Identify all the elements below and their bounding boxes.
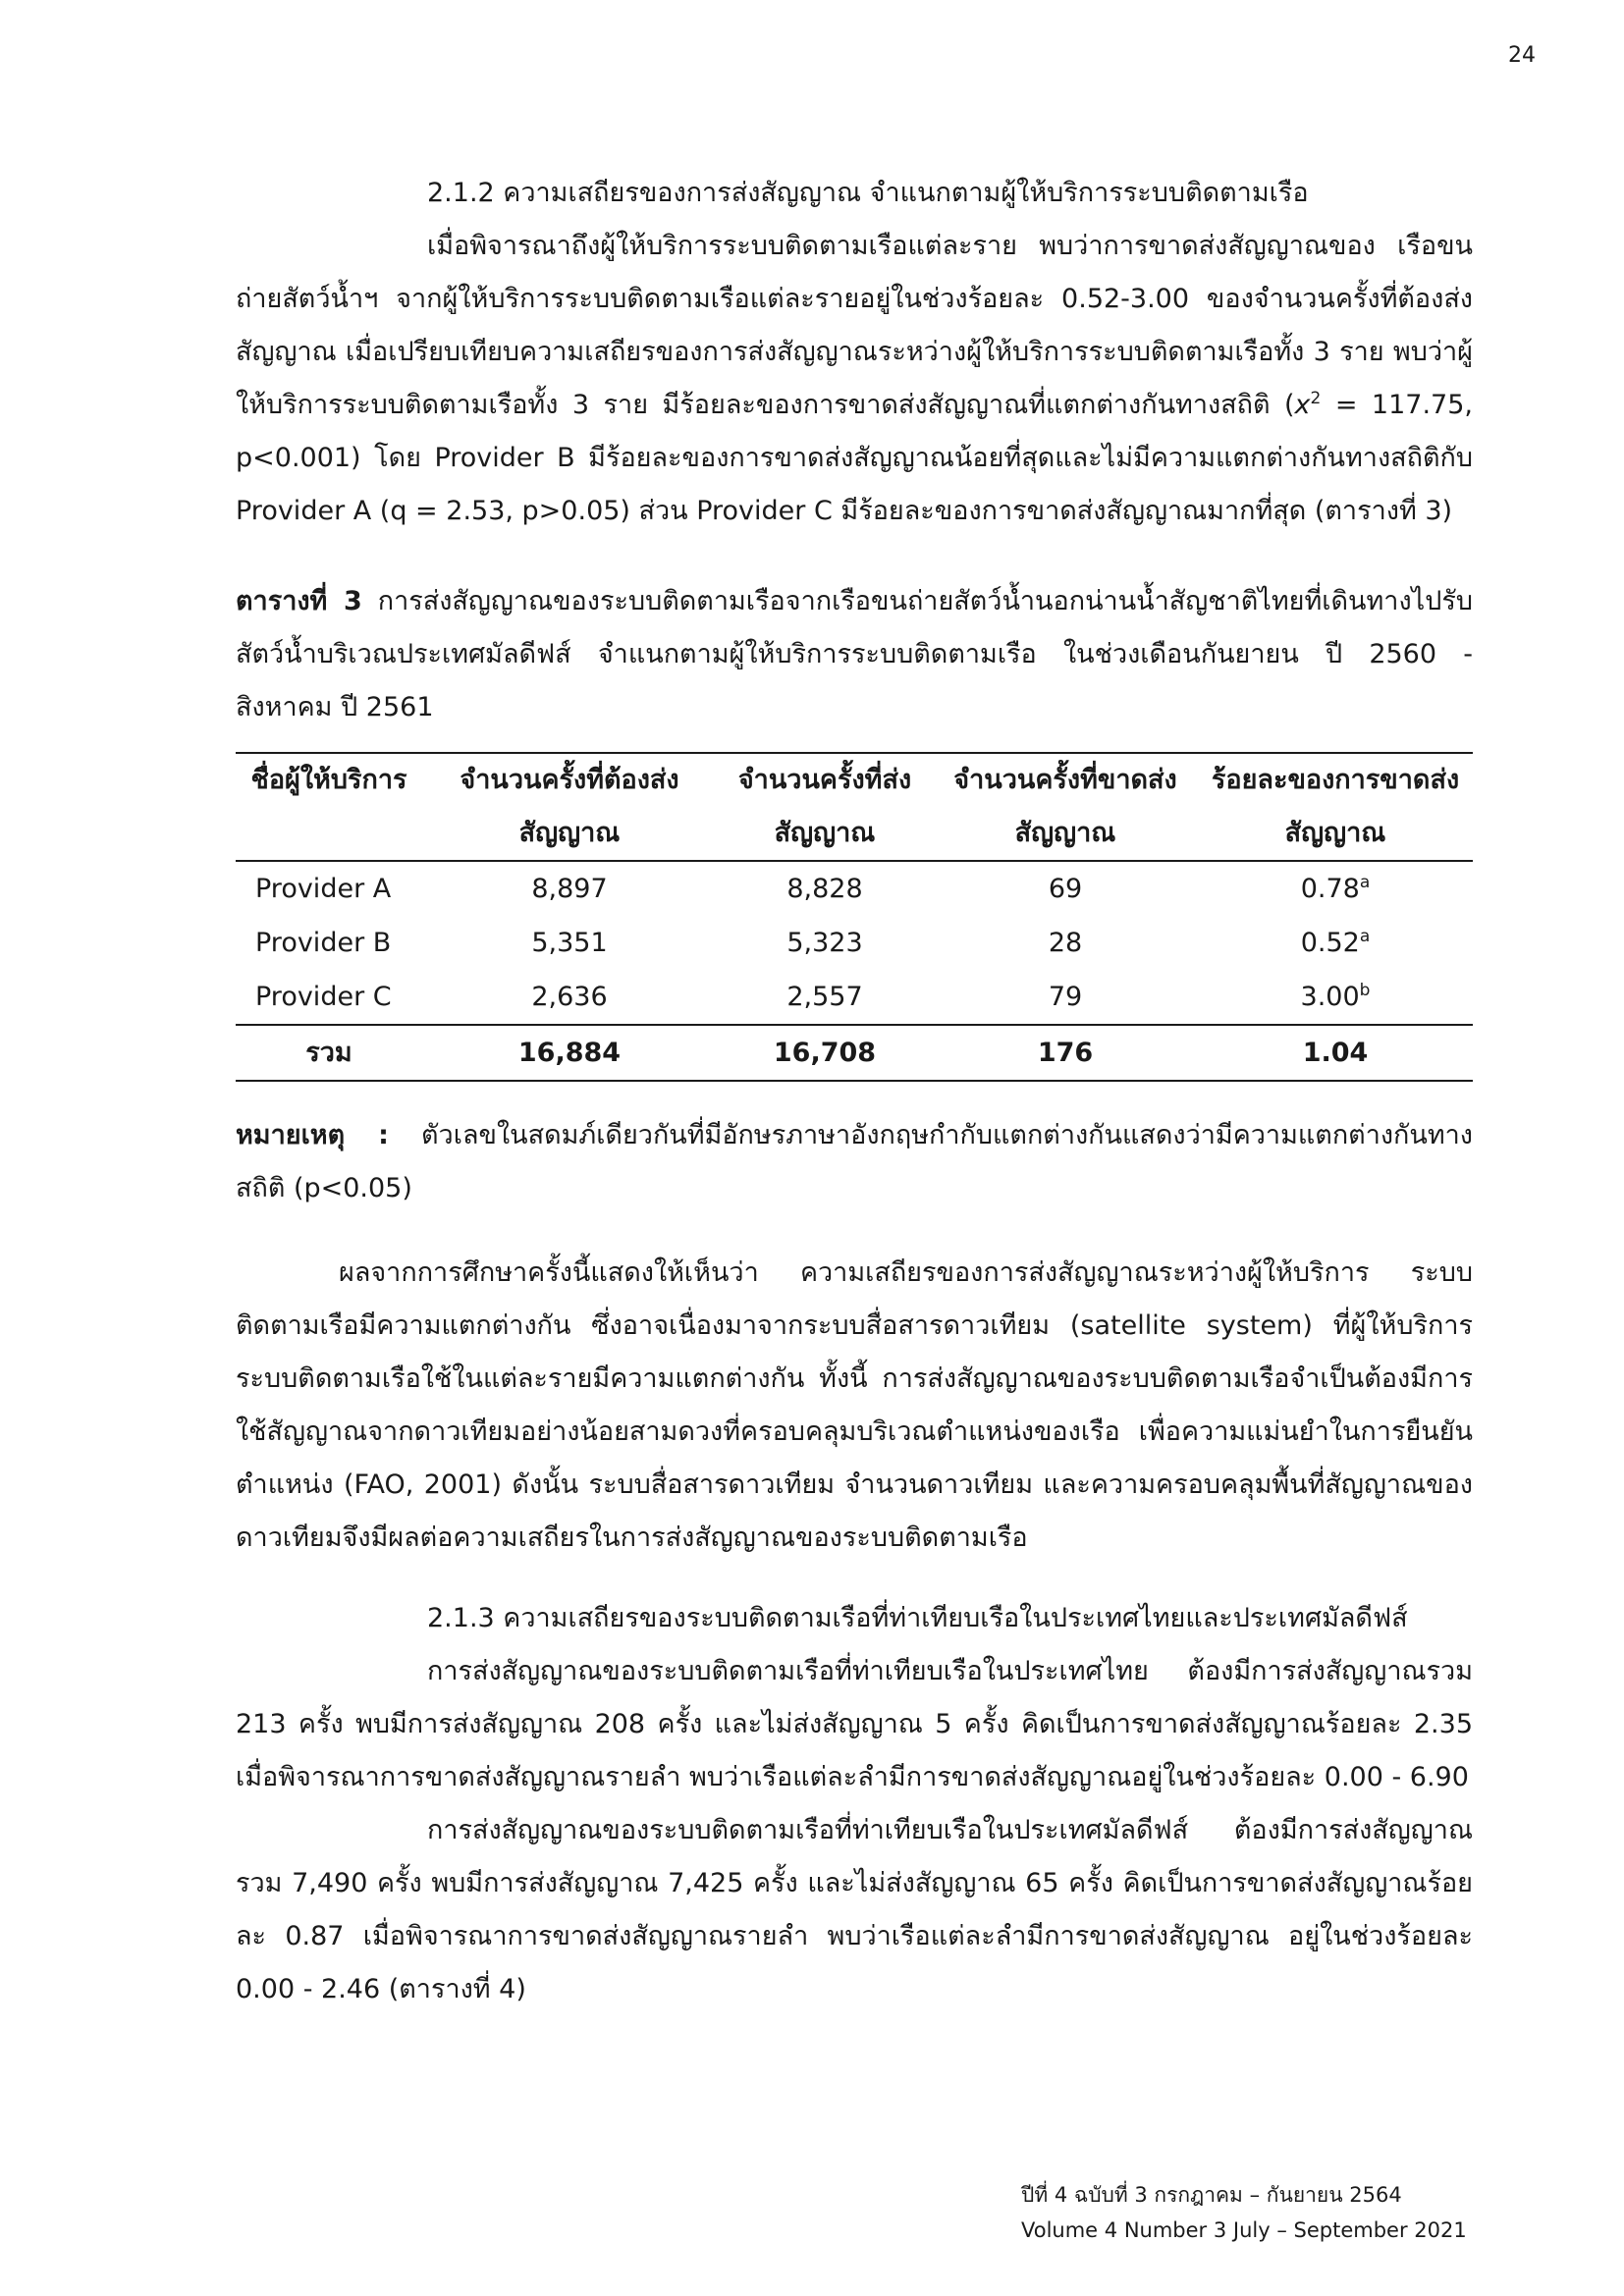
header-sent: จำนวนครั้งที่ส่ง [717, 753, 933, 807]
provider-name: Provider C [255, 982, 392, 1012]
section-213-paragraph-1: การส่งสัญญาณของระบบติดตามเรือที่ท่าเทียบเรือในประเทศไทย ต้องมีการส่งสัญญาณรวม 213 ครั้ง พบมีการส่งสัญญาณ 208 ครั้ง และไม่ส่งสัญญาณ 5 ครั้ง คิดเป็นการขาดส่งสัญญาณร้อยละ 2.35 เมื่อพิจารณาการขาดส่งสัญญาณรายลำ พบว่าเรือแต่ละลำมีการขาดส่งสัญญาณอยู่ในช่วงร้อยละ 0.00 - 6.90 [236, 1656, 1473, 1792]
table-3-note [236, 1109, 1473, 1215]
header-missed: จำนวนครั้งที่ขาดส่ง [933, 753, 1198, 807]
missed-count: 28 [1048, 928, 1083, 958]
result-paragraph: ผลจากการศึกษาครั้งนี้แสดงให้เห็นว่า ความเสถียรของการส่งสัญญาณระหว่างผู้ให้บริการ ระบบติดตามเรือมีความแตกต่างกัน ซึ่งอาจเนื่องมาจากระบบสื่อสารดาวเทียม (satellite system) ที่ผู้ให้บริการระบบติดตามเรือใช้ในแต่ละรายมีความแตกต่างกัน ทั้งนี้ การส่งสัญญาณของระบบติดตามเรือจำเป็นต้องมีการใช้สัญญาณจากดาวเทียมอย่างน้อยสามดวงที่ครอบคลุมบริเวณตำแหน่งของเรือ เพื่อความแม่นยำในการยืนยันตำแหน่ง (FAO, 2001) ดังนั้น ระบบสื่อสารดาวเทียม จำนวนดาวเทียม และความครอบคลุมพื้นที่สัญญาณของดาวเทียมจึงมีผลต่อความเสถียรในการส่งสัญญาณของระบบติดตามเรือ [236, 1257, 1473, 1553]
page-number: 24 [1508, 43, 1536, 68]
significance-letter: a [1359, 927, 1371, 946]
table-row [236, 970, 1473, 1025]
header-sent-line2: สัญญาณ [717, 807, 933, 861]
missed-percent-cell [1198, 861, 1473, 916]
journal-footer [1021, 2177, 1473, 2248]
table-3-caption [236, 575, 1473, 734]
missed-count: 69 [1048, 874, 1083, 904]
section-212-text-cont: = 117.75, p<0.001) โดย Provider B มีร้อยละของการขาดส่งสัญญาณน้อยที่สุดและไม่มีความแตกต่างกันทางสถิติกับ Provider A (q = 2.53, p>0.05) ส่วน Provider C มีร้อยละของการขาดส่งสัญญาณมากที่สุด (ตารางที่ 3) [236, 390, 1473, 526]
table-3 [236, 752, 1473, 1082]
section-212-heading: 2.1.2 ความเสถียรของการส่งสัญญาณ จำแนกตามผู้ให้บริการระบบติดตามเรือ [427, 178, 1309, 208]
missed-percent: 0.52 [1300, 928, 1360, 958]
total-label: รวม [236, 1025, 422, 1081]
total-missed: 176 [933, 1025, 1198, 1081]
table-header-row-1 [236, 753, 1473, 807]
header-required: จำนวนครั้งที่ต้องส่ง [422, 753, 717, 807]
sent-count: 2,557 [786, 982, 863, 1012]
header-missed-line2: สัญญาณ [933, 807, 1198, 861]
missed-percent-cell [1198, 916, 1473, 970]
required-count: 5,351 [531, 928, 608, 958]
header-provider: ชื่อผู้ให้บริการ [236, 753, 422, 807]
total-required: 16,884 [422, 1025, 717, 1081]
section-212-text: เมื่อพิจารณาถึงผู้ให้บริการระบบติดตามเรือแต่ละราย พบว่าการขาดส่งสัญญาณของ เรือขนถ่ายสัตว์น้ำฯ จากผู้ให้บริการระบบติดตามเรือแต่ละรายอยู่ในช่วงร้อยละ 0.52-3.00 ของจำนวนครั้งที่ต้องส่งสัญญาณ เมื่อเปรียบเทียบความเสถียรของการส่งสัญญาณระหว่างผู้ให้บริการระบบติดตามเรือทั้ง 3 ราย พบว่าผู้ให้บริการระบบติดตามเรือทั้ง 3 ราย มีร้อยละของการขาดส่งสัญญาณที่แตกต่างกันทางสถิติ ( [236, 231, 1473, 420]
chi-square-symbol: x [1294, 390, 1311, 420]
header-percent: ร้อยละของการขาดส่ง [1198, 753, 1473, 807]
sent-count: 5,323 [786, 928, 863, 958]
required-count: 2,636 [531, 982, 608, 1012]
significance-letter: a [1359, 873, 1371, 892]
page-content [236, 167, 1473, 2016]
provider-name: Provider A [255, 874, 392, 904]
missed-percent: 0.78 [1300, 874, 1360, 904]
section-212-paragraph [236, 220, 1473, 538]
total-percent: 1.04 [1198, 1025, 1473, 1081]
missed-count: 79 [1048, 982, 1083, 1012]
table-total-row [236, 1025, 1473, 1081]
sent-count: 8,828 [786, 874, 863, 904]
footer-english: Volume 4 Number 3 July – September 2021 [1021, 2218, 1467, 2242]
table-3-note-label: หมายเหตุ : [236, 1120, 389, 1150]
section-213-paragraph-2: การส่งสัญญาณของระบบติดตามเรือที่ท่าเทียบเรือในประเทศมัลดีฟส์ ต้องมีการส่งสัญญาณรวม 7,490 ครั้ง พบมีการส่งสัญญาณ 7,425 ครั้ง และไม่ส่งสัญญาณ 65 ครั้ง คิดเป็นการขาดส่งสัญญาณร้อยละ 0.87 เมื่อพิจารณาการขาดส่งสัญญาณรายลำ พบว่าเรือแต่ละลำมีการขาดส่งสัญญาณ อยู่ในช่วงร้อยละ 0.00 - 2.46 (ตารางที่ 4) [236, 1815, 1473, 2004]
header-percent-line2: สัญญาณ [1198, 807, 1473, 861]
table-row [236, 861, 1473, 916]
chi-square-superscript: 2 [1310, 389, 1322, 408]
header-provider-line2 [236, 807, 422, 861]
table-3-caption-text: การส่งสัญญาณของระบบติดตามเรือจากเรือขนถ่ายสัตว์น้ำนอกน่านน้ำสัญชาติไทยที่เดินทางไปรับสัตว์น้ำบริเวณประเทศมัลดีฟส์ จำแนกตามผู้ให้บริการระบบติดตามเรือ ในช่วงเดือนกันยายน ปี 2560 - สิงหาคม ปี 2561 [236, 586, 1473, 722]
table-3-note-text: ตัวเลขในสดมภ์เดียวกันที่มีอักษรภาษาอังกฤษกำกับแตกต่างกันแสดงว่ามีความแตกต่างกันทางสถิติ (p<0.05) [236, 1120, 1473, 1203]
total-sent: 16,708 [717, 1025, 933, 1081]
table-header-row-2 [236, 807, 1473, 861]
provider-name: Provider B [255, 928, 392, 958]
missed-percent-cell [1198, 970, 1473, 1025]
missed-percent: 3.00 [1300, 982, 1360, 1012]
required-count: 8,897 [531, 874, 608, 904]
table-row [236, 916, 1473, 970]
section-213-heading: 2.1.3 ความเสถียรของระบบติดตามเรือที่ท่าเทียบเรือในประเทศไทยและประเทศมัลดีฟส์ [427, 1603, 1408, 1633]
significance-letter: b [1359, 981, 1371, 1000]
footer-thai: ปีที่ 4 ฉบับที่ 3 กรกฎาคม – กันยายน 2564 [1021, 2183, 1402, 2207]
header-required-line2: สัญญาณ [422, 807, 717, 861]
table-3-caption-label: ตารางที่ 3 [236, 586, 362, 616]
